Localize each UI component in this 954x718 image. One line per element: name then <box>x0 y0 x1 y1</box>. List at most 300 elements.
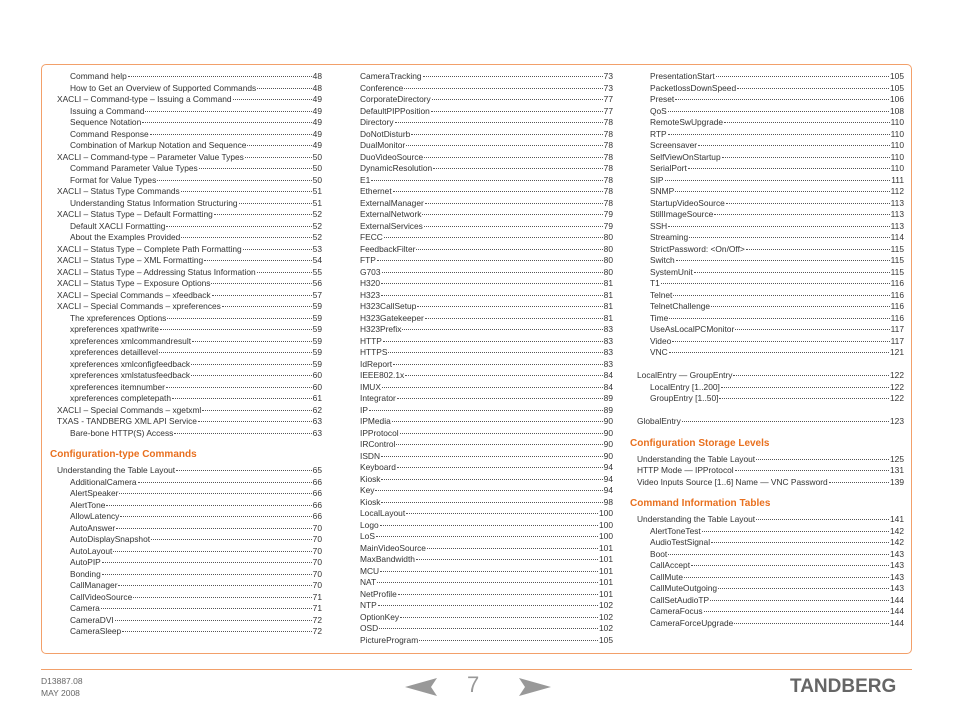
dot-leader <box>405 374 602 376</box>
toc-entry[interactable] <box>637 336 904 348</box>
dot-leader <box>668 133 890 135</box>
toc-entry-page: 48 <box>312 71 322 81</box>
toc-entry-page: 123 <box>890 416 904 426</box>
toc-entry[interactable] <box>57 370 322 382</box>
toc-entry-page: 141 <box>890 514 904 524</box>
dot-leader <box>151 538 312 540</box>
toc-entry-title: Issuing a Command <box>70 105 145 116</box>
toc-entry-title: xpreferences completepath <box>70 393 172 403</box>
toc-entry-page: 113 <box>890 197 904 208</box>
toc-entry-title: H323 <box>360 289 381 300</box>
toc-entry[interactable] <box>57 324 322 336</box>
dot-leader <box>369 409 603 411</box>
toc-entry[interactable] <box>637 618 904 630</box>
toc-entry[interactable] <box>360 347 613 359</box>
toc-entry[interactable] <box>360 531 613 543</box>
toc-entry[interactable] <box>637 549 904 561</box>
toc-entry[interactable] <box>637 477 904 489</box>
dot-leader <box>425 202 603 204</box>
toc-entry-page: 84 <box>603 381 613 392</box>
toc-entry[interactable] <box>637 278 904 290</box>
dot-leader <box>396 443 602 445</box>
toc-entry[interactable] <box>57 175 322 187</box>
toc-entry[interactable] <box>637 313 904 325</box>
toc-entry[interactable] <box>637 129 904 141</box>
toc-entry-title: IP <box>360 404 368 415</box>
toc-entry-page: 94 <box>603 473 613 484</box>
toc-entry-page: 122 <box>890 370 904 380</box>
toc-entry[interactable] <box>637 244 904 256</box>
dot-leader <box>181 190 312 192</box>
toc-entry[interactable] <box>637 117 904 129</box>
arrow-right-icon[interactable] <box>519 678 551 696</box>
toc-entry-title: Understanding Status Information Structuring <box>70 197 238 208</box>
toc-entry[interactable] <box>637 106 904 118</box>
toc-entry[interactable] <box>637 140 904 152</box>
dot-leader <box>661 282 890 284</box>
toc-entry[interactable] <box>637 526 904 538</box>
toc-entry[interactable] <box>360 301 613 313</box>
toc-entry[interactable] <box>57 186 322 198</box>
toc-entry[interactable] <box>57 416 322 428</box>
toc-entry-page: 59 <box>312 312 322 323</box>
toc-entry[interactable] <box>57 546 322 558</box>
toc-entry[interactable] <box>57 393 322 405</box>
dot-leader <box>384 236 603 238</box>
toc-entry[interactable] <box>360 485 613 497</box>
toc-entry[interactable] <box>57 301 322 313</box>
footer-divider <box>41 669 912 670</box>
toc-entry-title: CameraSleep <box>70 626 122 636</box>
toc-entry[interactable] <box>637 186 904 198</box>
toc-entry[interactable] <box>360 221 613 233</box>
toc-entry-page: 101 <box>599 588 613 599</box>
dot-leader <box>668 110 889 112</box>
toc-entry-title: AutoDisplaySnapshot <box>70 534 151 544</box>
toc-entry[interactable] <box>360 244 613 256</box>
dot-leader <box>145 110 311 112</box>
toc-entry-title: HTTP <box>360 335 382 346</box>
toc-entry[interactable] <box>637 416 904 428</box>
toc-entry-page: 98 <box>603 496 613 507</box>
toc-entry[interactable] <box>57 163 322 175</box>
toc-entry[interactable] <box>57 232 322 244</box>
toc-entry[interactable] <box>57 244 322 256</box>
toc-entry-title: NetProfile <box>360 588 397 599</box>
toc-entry-page: 100 <box>599 508 613 518</box>
dot-leader <box>402 328 602 330</box>
dot-leader <box>172 397 312 399</box>
dot-leader <box>233 98 312 100</box>
toc-entry-title: XACLI – Status Type – Exposure Options <box>57 278 211 288</box>
dot-leader <box>176 469 312 471</box>
toc-entry[interactable] <box>57 569 322 581</box>
toc-entry-title: TXAS - TANDBERG XML API Service <box>57 416 197 426</box>
toc-entry-title: SystemUnit <box>650 266 693 277</box>
toc-entry[interactable] <box>360 589 613 601</box>
toc-entry[interactable] <box>637 163 904 175</box>
toc-entry[interactable] <box>57 592 322 604</box>
dot-leader <box>689 236 889 238</box>
toc-entry[interactable] <box>360 405 613 417</box>
toc-entry-title: CameraTracking <box>360 71 422 81</box>
toc-entry-title: H323CallSetup <box>360 301 417 311</box>
toc-entry-page: 49 <box>312 140 322 150</box>
toc-entry-title: CameraDVI <box>70 614 114 625</box>
toc-entry-page: 83 <box>603 358 613 369</box>
toc-entry[interactable] <box>57 267 322 279</box>
toc-entry[interactable] <box>637 370 904 382</box>
toc-entry[interactable] <box>57 511 322 523</box>
toc-entry-page: 122 <box>890 381 904 392</box>
toc-entry[interactable] <box>57 626 322 638</box>
toc-entry-page: 144 <box>890 606 904 616</box>
toc-entry[interactable] <box>360 290 613 302</box>
toc-entry-title: Video <box>650 335 672 346</box>
toc-entry-title: XACLI – Command-type – Parameter Value Types <box>57 151 244 162</box>
toc-entry-page: 50 <box>312 151 322 162</box>
toc-entry-title: DuoVideoSource <box>360 151 424 162</box>
toc-entry[interactable] <box>360 313 613 325</box>
toc-entry-title: ExternalNetwork <box>360 209 422 219</box>
toc-entry[interactable] <box>57 221 322 233</box>
toc-entry[interactable] <box>360 612 613 624</box>
doc-number: D13887.08 <box>41 676 83 686</box>
toc-entry-page: 143 <box>890 560 904 570</box>
toc-entry-title: Integrator <box>360 393 396 403</box>
toc-entry-title: AutoPIP <box>70 557 101 567</box>
toc-entry-page: 60 <box>312 370 322 380</box>
dot-leader <box>668 225 889 227</box>
toc-entry[interactable] <box>57 523 322 535</box>
toc-entry-page: 100 <box>599 531 613 541</box>
toc-entry[interactable] <box>637 152 904 164</box>
toc-entry[interactable] <box>637 175 904 187</box>
toc-entry[interactable] <box>360 232 613 244</box>
toc-entry-title: XACLI – Special Commands – xgetxml <box>57 404 202 415</box>
toc-entry[interactable] <box>57 336 322 348</box>
toc-entry[interactable] <box>360 278 613 290</box>
toc-entry-title: Understanding the Table Layout <box>637 453 756 464</box>
dot-leader <box>102 573 312 575</box>
toc-entry-page: 73 <box>603 82 613 93</box>
toc-entry-page: 100 <box>599 519 613 530</box>
toc-entry[interactable] <box>360 577 613 589</box>
toc-entry[interactable] <box>360 140 613 152</box>
toc-entry[interactable] <box>360 152 613 164</box>
toc-entry-page: 70 <box>312 568 322 579</box>
dot-leader <box>425 317 603 319</box>
toc-entry-page: 121 <box>890 347 904 357</box>
toc-entry[interactable] <box>57 198 322 210</box>
dot-leader <box>675 190 889 192</box>
toc-entry[interactable] <box>360 428 613 440</box>
toc-entry[interactable] <box>360 71 613 83</box>
dot-leader <box>433 167 603 169</box>
toc-entry-page: 59 <box>312 358 322 369</box>
toc-entry-page: 116 <box>890 278 904 288</box>
toc-entry[interactable] <box>360 324 613 336</box>
toc-entry[interactable] <box>57 209 322 221</box>
dot-leader <box>142 121 311 123</box>
toc-entry[interactable] <box>360 600 613 612</box>
toc-entry[interactable] <box>57 428 322 440</box>
toc-entry[interactable] <box>637 465 904 477</box>
toc-entry[interactable] <box>360 106 613 118</box>
dot-leader <box>684 576 889 578</box>
dot-leader <box>113 550 311 552</box>
toc-entry[interactable] <box>57 580 322 592</box>
toc-entry[interactable] <box>637 232 904 244</box>
toc-entry[interactable] <box>637 71 904 83</box>
toc-entry[interactable] <box>637 83 904 95</box>
toc-entry-title: CallVideoSource <box>70 591 133 602</box>
toc-entry[interactable] <box>637 94 904 106</box>
toc-entry-title: Time <box>650 312 669 323</box>
toc-entry-page: 80 <box>603 232 613 242</box>
toc-entry[interactable] <box>360 336 613 348</box>
toc-entry[interactable] <box>360 508 613 520</box>
toc-entry[interactable] <box>360 474 613 486</box>
doc-date: MAY 2008 <box>41 688 80 698</box>
arrow-left-icon[interactable] <box>405 678 437 696</box>
toc-entry-title: AdditionalCamera <box>70 476 137 487</box>
toc-entry[interactable] <box>637 560 904 572</box>
toc-entry-page: 49 <box>312 105 322 116</box>
toc-entry-title: Bonding <box>70 568 101 579</box>
toc-entry[interactable] <box>360 209 613 221</box>
toc-column-1 <box>50 71 322 638</box>
toc-entry-title: Understanding the Table Layout <box>637 514 756 524</box>
toc-entry-title: IRControl <box>360 439 396 449</box>
toc-entry-page: 101 <box>599 542 613 553</box>
toc-entry-title: NAT <box>360 577 377 587</box>
dot-leader <box>378 604 598 606</box>
toc-entry-page: 80 <box>603 266 613 277</box>
toc-entry[interactable] <box>57 278 322 290</box>
toc-entry[interactable] <box>637 595 904 607</box>
toc-entry-page: 78 <box>603 151 613 162</box>
toc-entry-title: AllowLatency <box>70 511 120 521</box>
toc-entry[interactable] <box>360 623 613 635</box>
toc-entry-title: xpreferences xmlconfigfeedback <box>70 358 191 369</box>
toc-entry-page: 71 <box>312 603 322 613</box>
toc-entry-page: 62 <box>312 404 322 415</box>
toc-entry[interactable] <box>360 462 613 474</box>
toc-entry-title: XACLI – Special Commands – xpreferences <box>57 301 221 311</box>
dot-leader <box>157 179 311 181</box>
toc-entry-title: Ethernet <box>360 186 392 196</box>
toc-entry-page: 112 <box>890 186 904 196</box>
toc-entry[interactable] <box>360 497 613 509</box>
toc-entry-page: 101 <box>599 577 613 587</box>
dot-leader <box>174 432 311 434</box>
section-heading: Configuration Storage Levels <box>630 437 770 449</box>
toc-entry[interactable] <box>57 313 322 325</box>
toc-entry[interactable] <box>637 324 904 336</box>
toc-entry[interactable] <box>637 382 904 394</box>
toc-entry[interactable] <box>637 583 904 595</box>
dot-leader <box>419 639 598 641</box>
toc-entry-page: 90 <box>603 427 613 438</box>
toc-entry-page: 70 <box>312 522 322 533</box>
dot-leader <box>382 386 603 388</box>
toc-entry-page: 78 <box>603 128 613 139</box>
toc-entry[interactable] <box>57 140 322 152</box>
toc-entry[interactable] <box>57 83 322 95</box>
toc-entry[interactable] <box>637 198 904 210</box>
toc-entry-title: Command Response <box>70 128 149 139</box>
toc-entry-page: 117 <box>890 335 904 346</box>
toc-entry-page: 106 <box>890 94 904 104</box>
toc-entry[interactable] <box>637 393 904 405</box>
dot-leader <box>120 515 311 517</box>
toc-entry[interactable] <box>360 439 613 451</box>
dot-leader <box>698 144 890 146</box>
toc-entry[interactable] <box>57 615 322 627</box>
toc-entry[interactable] <box>57 255 322 267</box>
toc-entry[interactable] <box>360 267 613 279</box>
toc-entry[interactable] <box>637 221 904 233</box>
toc-entry[interactable] <box>637 606 904 618</box>
toc-entry[interactable] <box>360 393 613 405</box>
toc-entry-title: Camera <box>70 603 100 613</box>
toc-entry[interactable] <box>57 94 322 106</box>
toc-entry[interactable] <box>637 454 904 466</box>
toc-entry-page: 114 <box>890 232 904 242</box>
toc-entry-title: DoNotDisturb <box>360 128 411 139</box>
dot-leader <box>381 501 602 503</box>
toc-entry[interactable] <box>57 129 322 141</box>
toc-entry-title: H320 <box>360 278 381 288</box>
toc-entry-title: Streaming <box>650 232 689 242</box>
toc-entry[interactable] <box>360 83 613 95</box>
toc-entry[interactable] <box>360 129 613 141</box>
toc-entry-page: 143 <box>890 571 904 582</box>
toc-entry[interactable] <box>637 209 904 221</box>
toc-entry[interactable] <box>637 347 904 359</box>
toc-entry[interactable] <box>360 198 613 210</box>
toc-entry[interactable] <box>360 520 613 532</box>
toc-entry[interactable] <box>360 635 613 647</box>
toc-entry[interactable] <box>57 405 322 417</box>
toc-entry-title: xpreferences xmlstatusfeedback <box>70 370 191 380</box>
toc-entry[interactable] <box>637 301 904 313</box>
dot-leader <box>406 512 598 514</box>
toc-entry-page: 78 <box>603 140 613 150</box>
toc-entry[interactable] <box>637 255 904 267</box>
toc-entry-page: 105 <box>890 71 904 81</box>
toc-entry-page: 139 <box>890 476 904 487</box>
toc-entry-page: 51 <box>312 186 322 196</box>
toc-entry-title: Kiosk <box>360 496 381 507</box>
dot-leader <box>422 213 602 215</box>
toc-entry[interactable] <box>57 71 322 83</box>
toc-entry[interactable] <box>637 267 904 279</box>
toc-entry-title: Screensaver <box>650 140 698 150</box>
toc-entry-page: 49 <box>312 94 322 104</box>
toc-entry-page: 81 <box>603 289 613 300</box>
toc-column-3 <box>630 71 904 629</box>
dot-leader <box>424 156 603 158</box>
toc-entry[interactable] <box>360 163 613 175</box>
toc-entry-page: 122 <box>890 393 904 403</box>
dot-leader <box>411 133 602 135</box>
toc-entry-title: XACLI – Status Type – XML Formatting <box>57 255 204 265</box>
dot-leader <box>702 530 889 532</box>
toc-entry-title: AutoAnswer <box>70 522 116 533</box>
toc-entry[interactable] <box>360 566 613 578</box>
dot-leader <box>427 547 598 549</box>
toc-entry-page: 79 <box>603 220 613 231</box>
toc-entry-title: HTTP Mode — IPProtocol <box>637 465 734 475</box>
toc-entry[interactable] <box>57 488 322 500</box>
toc-entry[interactable] <box>57 534 322 546</box>
toc-entry[interactable] <box>57 106 322 118</box>
toc-entry[interactable] <box>637 290 904 302</box>
toc-entry[interactable] <box>360 543 613 555</box>
toc-entry-title: GlobalEntry <box>637 416 681 426</box>
toc-entry[interactable] <box>360 94 613 106</box>
toc-entry-title: OptionKey <box>360 611 400 622</box>
toc-entry[interactable] <box>360 175 613 187</box>
toc-entry[interactable] <box>57 152 322 164</box>
dot-leader <box>383 340 603 342</box>
dot-leader <box>245 156 312 158</box>
toc-entry[interactable] <box>57 382 322 394</box>
toc-entry[interactable] <box>57 500 322 512</box>
toc-entry-title: Bare-bone HTTP(S) Access <box>70 427 174 438</box>
dot-leader <box>669 351 889 353</box>
dot-leader <box>198 420 312 422</box>
toc-entry[interactable] <box>57 603 322 615</box>
toc-entry[interactable] <box>57 557 322 569</box>
dot-leader <box>166 386 312 388</box>
toc-entry[interactable] <box>57 465 322 477</box>
toc-entry[interactable] <box>360 186 613 198</box>
toc-entry[interactable] <box>57 117 322 129</box>
toc-entry[interactable] <box>57 347 322 359</box>
toc-entry-page: 81 <box>603 278 613 288</box>
toc-entry-page: 125 <box>890 453 904 464</box>
toc-entry-page: 83 <box>603 324 613 334</box>
toc-entry-page: 89 <box>603 404 613 415</box>
toc-entry[interactable] <box>360 416 613 428</box>
toc-entry[interactable] <box>360 255 613 267</box>
toc-entry-page: 77 <box>603 105 613 116</box>
toc-entry[interactable] <box>360 554 613 566</box>
toc-entry[interactable] <box>637 572 904 584</box>
toc-entry[interactable] <box>360 117 613 129</box>
toc-entry[interactable] <box>57 290 322 302</box>
toc-entry[interactable] <box>637 537 904 549</box>
toc-entry[interactable] <box>57 359 322 371</box>
toc-entry[interactable] <box>637 514 904 526</box>
toc-entry-page: 116 <box>890 312 904 323</box>
toc-entry-page: 90 <box>603 450 613 461</box>
toc-entry[interactable] <box>360 359 613 371</box>
toc-entry-title: Keyboard <box>360 462 396 472</box>
toc-entry-page: 59 <box>312 324 322 334</box>
dot-leader <box>691 564 889 566</box>
toc-entry[interactable] <box>57 477 322 489</box>
toc-entry-page: 83 <box>603 347 613 357</box>
toc-entry[interactable] <box>360 370 613 382</box>
toc-entry-page: 102 <box>599 600 613 610</box>
toc-entry[interactable] <box>360 382 613 394</box>
toc-entry-title: H323Prefix <box>360 324 402 334</box>
toc-entry[interactable] <box>360 451 613 463</box>
